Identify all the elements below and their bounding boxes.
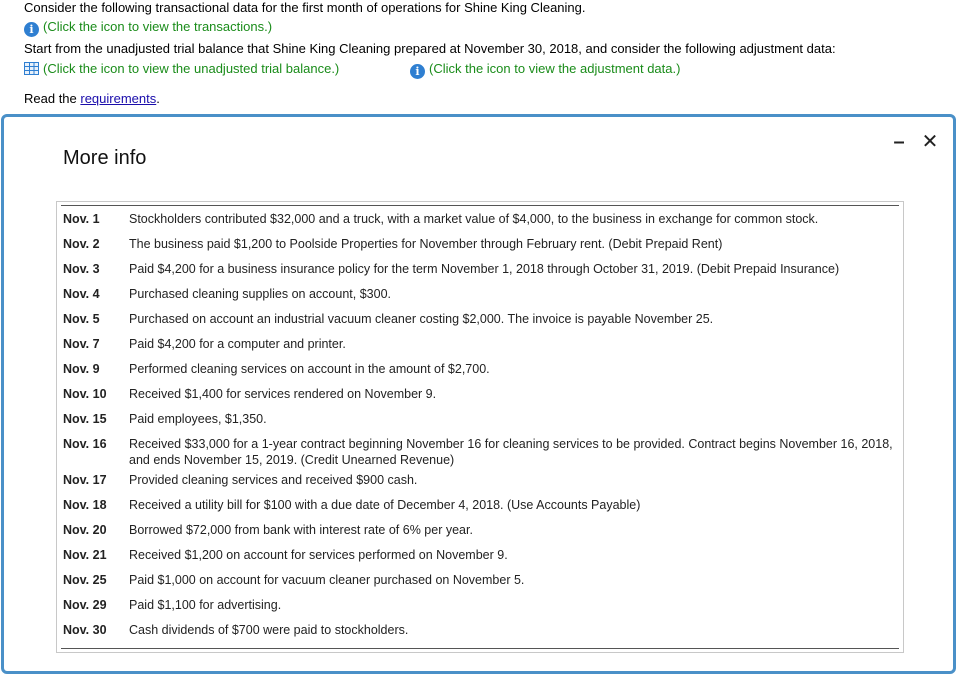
row-description: Stockholders contributed $32,000 and a truck, with a market value of $4,000, to the business in exchange for common stock. xyxy=(129,212,819,226)
row-description: Purchased on account an industrial vacuum cleaner costing $2,000. The invoice is payable November 25. xyxy=(129,312,714,326)
intro-text: Consider the following transactional data for the first month of operations for Shine King Cleaning. xyxy=(24,0,586,15)
transactions-table xyxy=(56,201,904,653)
row-description: Paid $4,200 for a computer and printer. xyxy=(129,337,346,351)
row-date: Nov. 9 xyxy=(63,362,100,376)
trial-balance-link[interactable] xyxy=(24,61,339,76)
info-icon[interactable]: i xyxy=(410,64,425,79)
row-description: Performed cleaning services on account in the amount of $2,700. xyxy=(129,362,490,376)
row-date: Nov. 17 xyxy=(63,473,107,487)
row-description: Received a utility bill for $100 with a due date of December 4, 2018. (Use Accounts Payable) xyxy=(129,498,641,512)
row-description: Paid employees, $1,350. xyxy=(129,412,267,426)
row-date: Nov. 15 xyxy=(63,412,107,426)
row-description: The business paid $1,200 to Poolside Properties for November through February rent. (Debit Prepaid Rent) xyxy=(129,237,723,251)
trial-balance-link-label: (Click the icon to view the unadjusted trial balance.) xyxy=(43,61,340,76)
row-date: Nov. 18 xyxy=(63,498,107,512)
row-description: Received $33,000 for a 1-year contract beginning November 16 for cleaning services to be provided. Contract begins November 16, 2018, and ends November 15, 2019. (Credit Unearned Revenue) xyxy=(129,437,893,467)
row-date: Nov. 20 xyxy=(63,523,107,537)
row-description: Cash dividends of $700 were paid to stockholders. xyxy=(129,623,409,637)
table-icon[interactable] xyxy=(24,62,39,75)
row-date: Nov. 5 xyxy=(63,312,100,326)
row-description: Received $1,200 on account for services performed on November 9. xyxy=(129,548,508,562)
transactions-table-body xyxy=(61,205,899,649)
row-date: Nov. 2 xyxy=(63,237,100,251)
row-date: Nov. 1 xyxy=(63,212,100,226)
row-description: Paid $4,200 for a business insurance policy for the term November 1, 2018 through October 31, 2019. (Debit Prepaid Insurance) xyxy=(129,262,840,276)
info-icon[interactable]: i xyxy=(24,22,39,37)
minimize-button[interactable]: – xyxy=(893,131,905,153)
row-date: Nov. 7 xyxy=(63,337,100,351)
more-info-dialog xyxy=(1,114,956,674)
row-date: Nov. 16 xyxy=(63,437,107,451)
row-date: Nov. 21 xyxy=(63,548,107,562)
row-date: Nov. 4 xyxy=(63,287,100,301)
close-button[interactable]: ✕ xyxy=(921,131,939,153)
row-description: Purchased cleaning supplies on account, $300. xyxy=(129,287,391,301)
row-date: Nov. 3 xyxy=(63,262,100,276)
row-description: Received $1,400 for services rendered on November 9. xyxy=(129,387,437,401)
row-description: Borrowed $72,000 from bank with interest rate of 6% per year. xyxy=(129,523,473,537)
start-text: Start from the unadjusted trial balance that Shine King Cleaning prepared at November 30, 2018, and consider the following adjustment data: xyxy=(24,41,836,56)
row-description: Provided cleaning services and received $900 cash. xyxy=(129,473,418,487)
read-requirements xyxy=(24,91,160,106)
adjustment-link[interactable] xyxy=(410,61,680,79)
requirements-link[interactable]: requirements xyxy=(80,91,157,106)
row-date: Nov. 10 xyxy=(63,387,107,401)
dialog-title: More info xyxy=(63,147,147,169)
row-description: Paid $1,100 for advertising. xyxy=(129,598,282,612)
read-prefix: Read the xyxy=(24,91,81,106)
adjustment-link-label: (Click the icon to view the adjustment data.) xyxy=(429,61,681,76)
transactions-link[interactable] xyxy=(24,19,272,37)
row-description: Paid $1,000 on account for vacuum cleaner purchased on November 5. xyxy=(129,573,525,587)
row-date: Nov. 25 xyxy=(63,573,107,587)
transactions-link-label: (Click the icon to view the transactions.) xyxy=(43,19,273,34)
row-date: Nov. 29 xyxy=(63,598,107,612)
read-suffix: . xyxy=(156,91,160,106)
row-date: Nov. 30 xyxy=(63,623,107,637)
